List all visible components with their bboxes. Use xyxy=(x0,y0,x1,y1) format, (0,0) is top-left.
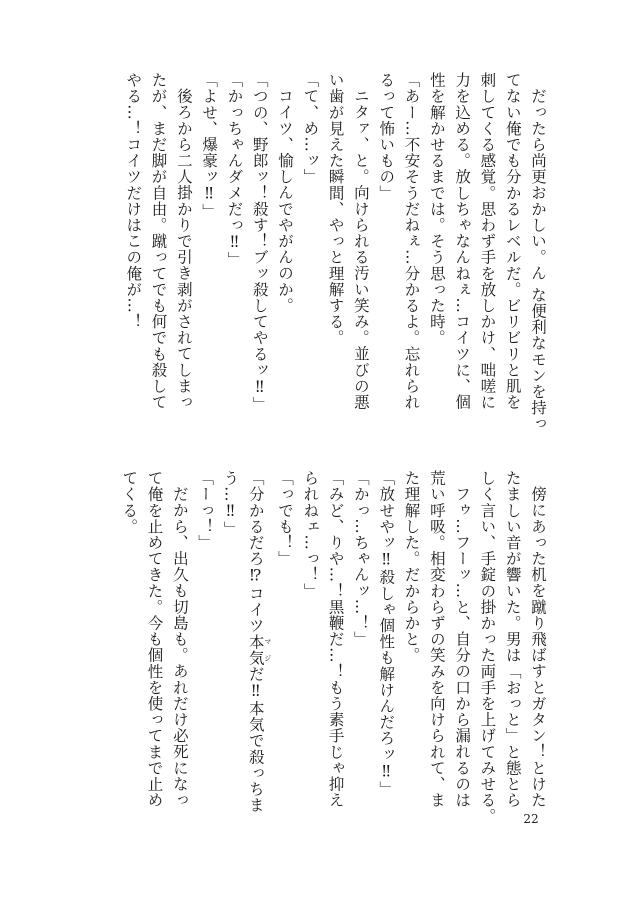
text-line: 「よせ、爆豪ッ‼」 xyxy=(200,72,219,220)
text-line: しく言い、手錠の掛かった両手を上げてみせる。 xyxy=(478,470,497,825)
text-line: 刺してくる感覚。思わず手を放しかけ、咄嗟に xyxy=(478,72,497,411)
text-line: 「かっ…ちゃんッ…！」 xyxy=(351,470,370,648)
upper-text-block xyxy=(90,72,550,432)
text-line: 後ろから二人掛かりで引き剥がされてしまっ xyxy=(174,87,193,410)
text-line: 「て、め…ッ」 xyxy=(301,72,320,185)
text-line: られねェ…っ！」 xyxy=(301,470,320,599)
text-line: ニタァ、と。向けられる汚い笑み。並びの悪 xyxy=(351,87,370,410)
text-line: るって怖いもの」 xyxy=(377,72,396,201)
text-line: う…‼」 xyxy=(221,470,240,537)
text-line: 「分かるだろ⁉コイツ本気 マジだ‼本気で殺っちま xyxy=(246,470,272,814)
text-line: た理解した。だからかと。 xyxy=(402,470,421,664)
text-line: 「かっちゃんダメだっ‼」 xyxy=(225,72,244,268)
text-line: てない俺でも分かるレベルだ。ビリビリと肌を xyxy=(503,72,522,411)
text-line: 傍にあった机を蹴り飛ばすとガタン！とけた xyxy=(529,485,547,808)
text-line: 「っでも！」 xyxy=(276,470,295,567)
text-line: 「みど、りや…！黒鞭だ…！もう素手じゃ抑え xyxy=(326,470,345,809)
text-line: 力を込める。放しちゃなんねぇ…コイツに、個 xyxy=(453,72,472,411)
ruby-annotation: 本気 マジ xyxy=(246,633,272,666)
text-line: 「あー…不安そうだねぇ…分かるよ。忘れられ xyxy=(402,72,421,411)
text-line: 性を解かせるまでは。そう思った時。 xyxy=(427,72,446,346)
text-line: だったら尚更おかしい。ん な便利なモンを持っ xyxy=(529,87,547,432)
text-line: コイツ、愉しんでやがんのか。 xyxy=(276,87,295,313)
text-line: だから、出久も切島も。あれだけ必死になっ xyxy=(170,485,189,808)
text-line: てくる。 xyxy=(120,470,139,535)
text-line: 「つの、野郎ッ！殺す！ブッ殺してやるッ‼」 xyxy=(250,72,269,413)
text-line: て俺を止めてきた。今も個性を使ってまで止め xyxy=(145,470,164,809)
text-line: たが、まだ脚が自由。蹴ってでも何でも殺して xyxy=(149,72,168,411)
text-line: フゥ…フーッ…と、自分の口から漏れるのは xyxy=(453,485,472,808)
text-line: やる…！コイツだけはこの俺が…！ xyxy=(124,72,143,330)
text-line: たましい音が響いた。男は「おっと」と態とら xyxy=(503,470,522,809)
text-line: 「ーっ！」 xyxy=(196,470,215,551)
page-number: 22 xyxy=(523,812,539,826)
text-line: 「放せやッ‼殺しゃ個性も解けんだろッ‼」 xyxy=(377,470,396,797)
text-line: い歯が見えた瞬間、やっと理解する。 xyxy=(326,72,345,346)
text-line: 荒い呼吸。相変わらずの笑みを向けられて、ま xyxy=(427,470,446,809)
